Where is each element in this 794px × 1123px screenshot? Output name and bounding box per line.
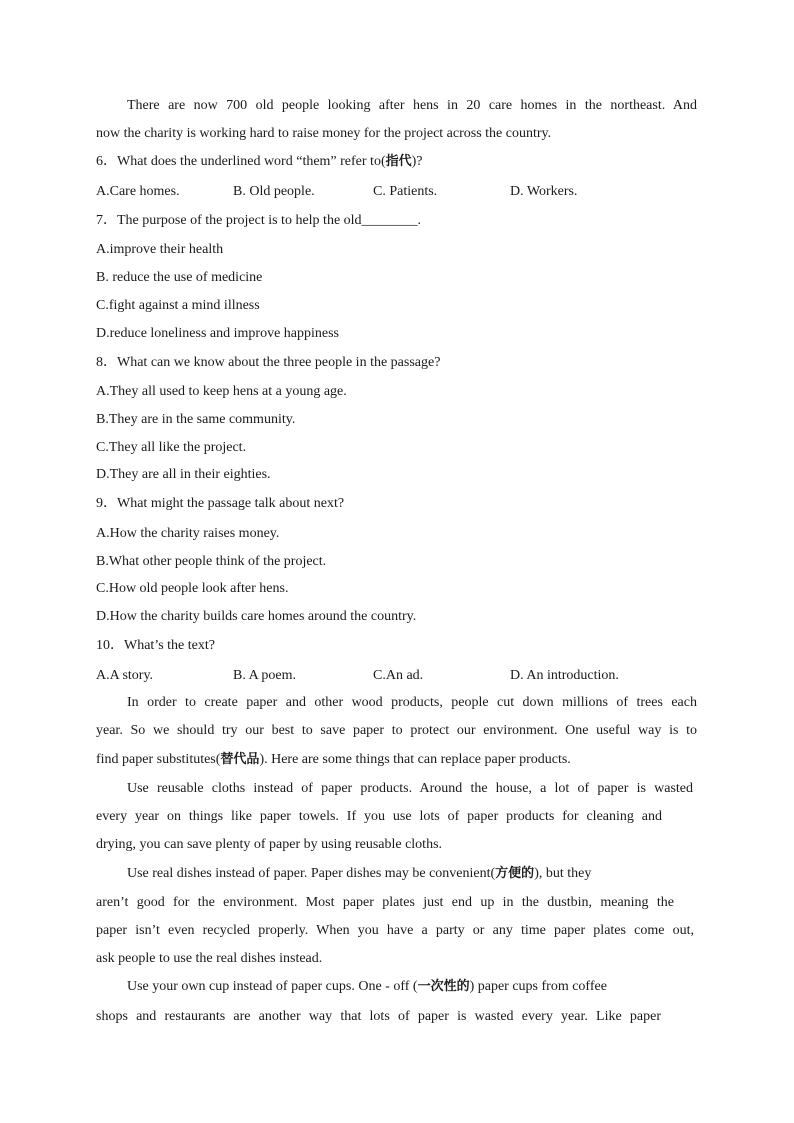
question-9-stem: 9．What might the passage talk about next?: [96, 496, 345, 511]
option-c[interactable]: C.They all like the project.: [96, 440, 247, 455]
passage2-line: year. So we should try our best to save paper to protect our environment. One useful way is to: [96, 723, 697, 738]
question-10-stem: 10．What’s the text?: [96, 638, 215, 653]
option-b[interactable]: B. reduce the use of medicine: [96, 270, 263, 285]
passage2-line: drying, you can save plenty of paper by using reusable cloths.: [96, 837, 443, 852]
passage2-line: In order to create paper and other wood products, people cut down millions of trees each: [127, 695, 697, 710]
option-d[interactable]: D. Workers.: [510, 184, 578, 199]
passage2-line: paper isn’t even recycled properly. When you have a party or any time paper plates come out,: [96, 923, 694, 938]
option-b[interactable]: B.What other people think of the project.: [96, 554, 327, 569]
passage2-line: find paper substitutes(替代品). Here are some things that can replace paper products.: [96, 752, 571, 767]
passage2-line: Use real dishes instead of paper. Paper dishes may be convenient(方便的), but they: [127, 866, 592, 881]
option-c[interactable]: C.How old people look after hens.: [96, 581, 289, 596]
option-a[interactable]: A.They all used to keep hens at a young age.: [96, 384, 347, 399]
option-b[interactable]: B. Old people.: [233, 184, 315, 199]
passage1-line: now the charity is working hard to raise money for the project across the country.: [96, 126, 552, 141]
passage1-line: There are now 700 old people looking after hens in 20 care homes in the northeast. And: [127, 98, 697, 113]
option-b[interactable]: B.They are in the same community.: [96, 412, 296, 427]
option-a[interactable]: A.How the charity raises money.: [96, 526, 280, 541]
passage2-line: shops and restaurants are another way that lots of paper is wasted every year. Like paper: [96, 1009, 661, 1024]
question-7-stem: 7．The purpose of the project is to help the old________.: [96, 213, 422, 228]
question-8-stem: 8．What can we know about the three people in the passage?: [96, 355, 441, 370]
option-d[interactable]: D.How the charity builds care homes around the country.: [96, 609, 417, 624]
option-d[interactable]: D. An introduction.: [510, 668, 619, 683]
option-b[interactable]: B. A poem.: [233, 668, 297, 683]
option-a[interactable]: A.A story.: [96, 668, 154, 683]
passage2-line: Use reusable cloths instead of paper products. Around the house, a lot of paper is wasted: [127, 781, 693, 796]
option-d[interactable]: D.reduce loneliness and improve happiness: [96, 326, 339, 341]
option-d[interactable]: D.They are all in their eighties.: [96, 467, 271, 482]
option-c[interactable]: C. Patients.: [373, 184, 438, 199]
passage2-line: every year on things like paper towels. If you use lots of paper products for cleaning and: [96, 809, 662, 824]
passage2-line: Use your own cup instead of paper cups. One - off (一次性的) paper cups from coffee: [127, 979, 607, 994]
question-6-stem: 6．What does the underlined word “them” refer to(指代)?: [96, 154, 423, 169]
option-c[interactable]: C.fight against a mind illness: [96, 298, 260, 313]
option-a[interactable]: A.Care homes.: [96, 184, 180, 199]
passage2-line: aren’t good for the environment. Most paper plates just end up in the dustbin, meaning the: [96, 895, 674, 910]
passage2-line: ask people to use the real dishes instead.: [96, 951, 323, 966]
option-c[interactable]: C.An ad.: [373, 668, 424, 683]
option-a[interactable]: A.improve their health: [96, 242, 224, 257]
